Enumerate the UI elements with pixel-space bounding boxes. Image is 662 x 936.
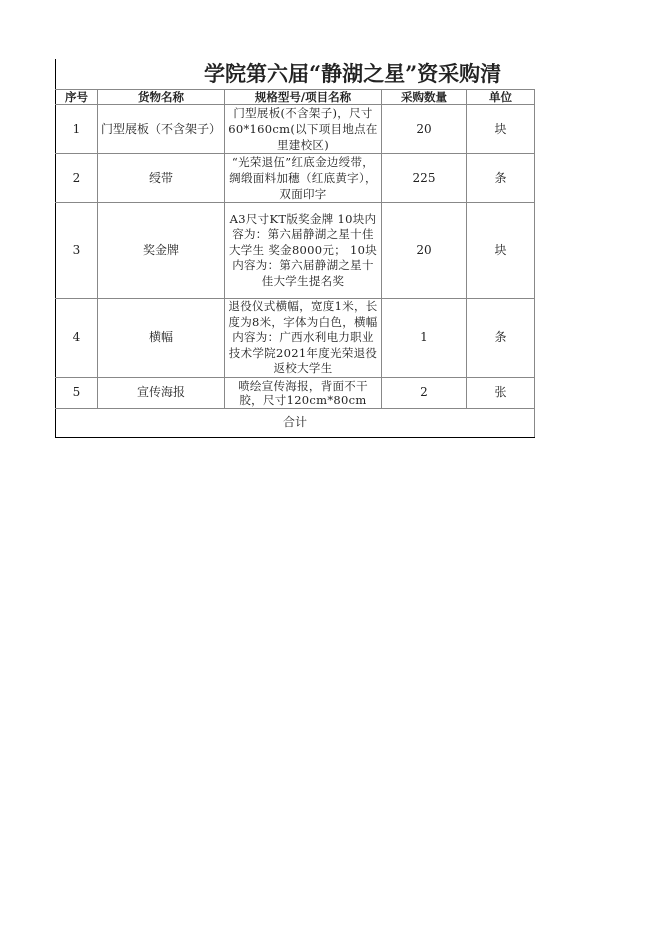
row-unit: 条 <box>467 299 535 378</box>
row-no: 1 <box>56 105 98 154</box>
row-qty: 2 <box>382 377 467 408</box>
total-row <box>56 408 535 437</box>
row-spec: 门型展板(不含架子)，尺寸60*160cm(以下项目地点在里建校区) <box>225 105 382 154</box>
row-no: 2 <box>56 154 98 203</box>
row-unit: 块 <box>467 203 535 299</box>
row-item-name: 横幅 <box>98 299 225 378</box>
row-no: 4 <box>56 299 98 378</box>
table-row <box>56 299 535 378</box>
header-row <box>56 90 535 105</box>
row-no: 5 <box>56 377 98 408</box>
row-spec: 喷绘宣传海报，背面不干胶，尺寸120cm*80cm <box>225 377 382 408</box>
row-unit: 条 <box>467 154 535 203</box>
table-row <box>56 203 535 299</box>
row-item-name: 绶带 <box>98 154 225 203</box>
document-title <box>56 59 534 89</box>
total-label: 合计 <box>56 408 535 437</box>
procurement-table <box>55 89 535 438</box>
title-text: 学院第六届“静湖之星”资采购清 <box>204 61 502 86</box>
row-item-name: 门型展板（不含架子） <box>98 105 225 154</box>
header-item-name: 货物名称 <box>98 90 225 105</box>
row-spec: 退役仪式横幅，宽度1米，长度为8米，字体为白色，横幅内容为：广西水利电力职业技术学院2021年度光荣退役返校大学生 <box>225 299 382 378</box>
table-row <box>56 105 535 154</box>
row-spec: A3尺寸KT版奖金牌 10块内容为：第六届静湖之星十佳大学生 奖金8000元； 10块内容为：第六届静湖之星十佳大学生提名奖 <box>225 203 382 299</box>
table-row <box>56 377 535 408</box>
row-unit: 张 <box>467 377 535 408</box>
table-row <box>56 154 535 203</box>
header-qty: 采购数量 <box>382 90 467 105</box>
row-qty: 20 <box>382 203 467 299</box>
row-qty: 225 <box>382 154 467 203</box>
header-no: 序号 <box>56 90 98 105</box>
row-item-name: 奖金牌 <box>98 203 225 299</box>
row-no: 3 <box>56 203 98 299</box>
row-qty: 20 <box>382 105 467 154</box>
header-unit: 单位 <box>467 90 535 105</box>
row-unit: 块 <box>467 105 535 154</box>
row-spec: “光荣退伍”红底金边绶带，绸缎面料加穗（红底黄字），双面印字 <box>225 154 382 203</box>
row-qty: 1 <box>382 299 467 378</box>
header-spec: 规格型号/项目名称 <box>225 90 382 105</box>
row-item-name: 宣传海报 <box>98 377 225 408</box>
